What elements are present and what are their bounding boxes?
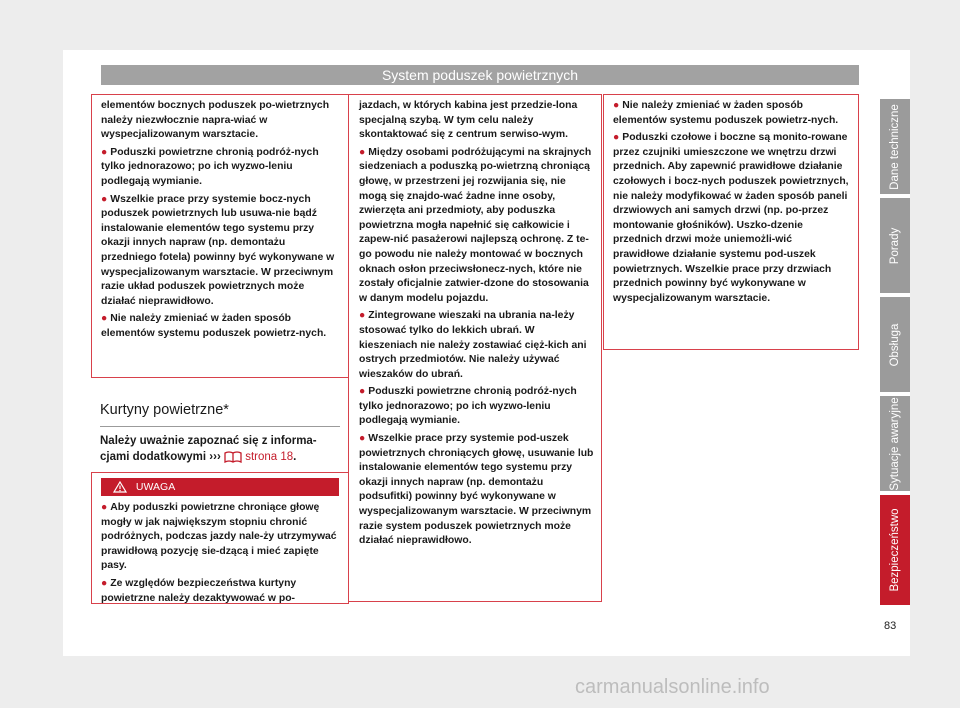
tab-dane-techniczne[interactable]: Dane techniczne [880, 99, 910, 194]
bullet-icon: ● [101, 502, 108, 513]
warning-triangle-icon [113, 481, 127, 493]
bullet-icon: ● [359, 433, 366, 445]
bullet-item: ● Poduszki czołowe i boczne są monito-rowane przez czujniki umieszczone we wnętrzu drzwi przednich. Aby zapewnić prawidłowe działanie czołowych i bocz-nych poduszek powietrznych, nie należy modyfikować w żaden sposób paneli drzwiowych ani samych drzwi (np. po-przez montowanie głośników). Uszko-dzenie przednich drzwi może uniemożli-wić prawidłowe działanie systemu pod-uszek powietrznych. Wszelkie prace przy drzwiach przednich powinny być wykonywane w wyspecjalizowanym warsztacie. [613, 132, 849, 304]
tab-bezpieczenstwo[interactable]: Bezpieczeństwo [880, 495, 910, 605]
section-title: Kurtyny powietrzne* [100, 402, 229, 418]
section-intro: Należy uważnie zapoznać się z informa-cjami dodatkowymi ››› strona 18. [100, 435, 317, 463]
page-number: 83 [884, 620, 897, 632]
warning-text [101, 501, 341, 609]
tab-obsluga[interactable]: Obsługa [880, 297, 910, 392]
warning-header [101, 478, 339, 496]
bullet-icon: ● [359, 146, 366, 158]
column-2-text [359, 99, 595, 552]
tab-porady[interactable]: Porady [880, 198, 910, 293]
page-link[interactable]: strona 18 [245, 451, 294, 463]
column-1-text [101, 99, 341, 345]
bullet-item: ● Ze względów bezpieczeństwa kurtyny powietrzne należy dezaktywować w po- [101, 577, 297, 604]
bullet-item: ● Wszelkie prace przy systemie bocz-nych poduszek powietrznych lub usuwa-nie bądź instalowanie elementów tego systemu przy okazji innych napraw (np. demontażu przedniego fotela) powinny być wykonywane w wyspecjalizowanym warsztacie. W przeciwnym razie układ poduszek powietrznych może działać nieprawidłowo. [101, 193, 335, 307]
bullet-item: ● Między osobami podróżującymi na skrajnych siedzeniach a poduszką po-wietrzną chroniącą głowę, w przestrzeni jej rozwijania się, nie mogą się znajdo-wać żadne inne osoby, zwierzęta ani przedmioty, aby poduszka powietrzna mogła napełnić się całkowicie i zapew-nić pasażerowi najlepszą ochronę. Z te-go powodu nie należy montować w bocznych oknach osłon przeciwsłonecz-nych, które nie zostały oficjalnie zatwier-dzone do stosowania w danym modelu pojazdu. [359, 146, 592, 304]
bullet-icon: ● [101, 193, 108, 205]
bullet-icon: ● [359, 386, 366, 398]
bullet-item: ● Poduszki powietrzne chronią podróż-nych tylko jednorazowo; po ich wyzwo-leniu podlegają wymianie. [101, 146, 319, 187]
page-header: System poduszek powietrznych [101, 65, 859, 85]
bullet-item: ● Aby poduszki powietrzne chroniące głowę mogły w jak największym stopniu chronić podróżnych, podczas jazdy nale-ży utrzymywać prawidłową pozycję sie-dzącą i mieć zapięte pasy. [101, 502, 337, 572]
bullet-icon: ● [101, 146, 108, 158]
arrow-icon: ››› [209, 451, 221, 463]
bullet-icon: ● [613, 100, 620, 111]
bullet-item: ● Nie należy zmieniać w żaden sposób elementów systemu poduszek powietrz-nych. [101, 313, 327, 339]
warning-label: UWAGA [135, 481, 176, 493]
bullet-icon: ● [101, 313, 108, 325]
bullet-icon: ● [101, 577, 108, 589]
bullet-item: ● Poduszki powietrzne chronią podróż-nych tylko jednorazowo; po ich wyzwo-leniu podlegają wymianie. [359, 386, 577, 427]
bullet-icon: ● [359, 310, 366, 322]
chapter-tabs [880, 99, 910, 609]
column-3-text [613, 99, 849, 309]
paragraph: jazdach, w których kabina jest przedzie-lona specjalną szybą. W tym celu należy skontaktować się z centrum serwiso-wym. [359, 100, 578, 141]
watermark: carmanualsonline.info [575, 676, 770, 698]
bullet-item: ● Nie należy zmieniać w żaden sposób elementów systemu poduszek powietrz-nych. [613, 100, 839, 126]
paragraph: elementów bocznych poduszek po-wietrznych należy niezwłocznie napra-wiać w wyspecjalizowanym warsztacie. [101, 100, 330, 141]
section-divider [100, 426, 340, 427]
tab-sytuacje-awaryjne[interactable]: Sytuacje awaryjne [880, 396, 910, 491]
book-icon [224, 451, 242, 463]
bullet-icon: ● [613, 132, 620, 144]
bullet-item: ● Wszelkie prace przy systemie pod-uszek powietrznych chroniących głowę, usuwanie lub instalowanie elementów tego systemu przy okazji innych napraw (np. demontażu podsufitki) powinny być wykonywane w wyspecjalizowanym warsztacie. W przeciwnym razie system poduszek powietrznych może działać nieprawidłowo. [359, 433, 594, 547]
bullet-item: ● Zintegrowane wieszaki na ubrania na-leży stosować tylko do lekkich ubrań. W kieszeniach nie należy zostawiać cięż-kich ani ostrych przedmiotów. Nie należy używać wieszaków do ubrań. [359, 310, 587, 380]
